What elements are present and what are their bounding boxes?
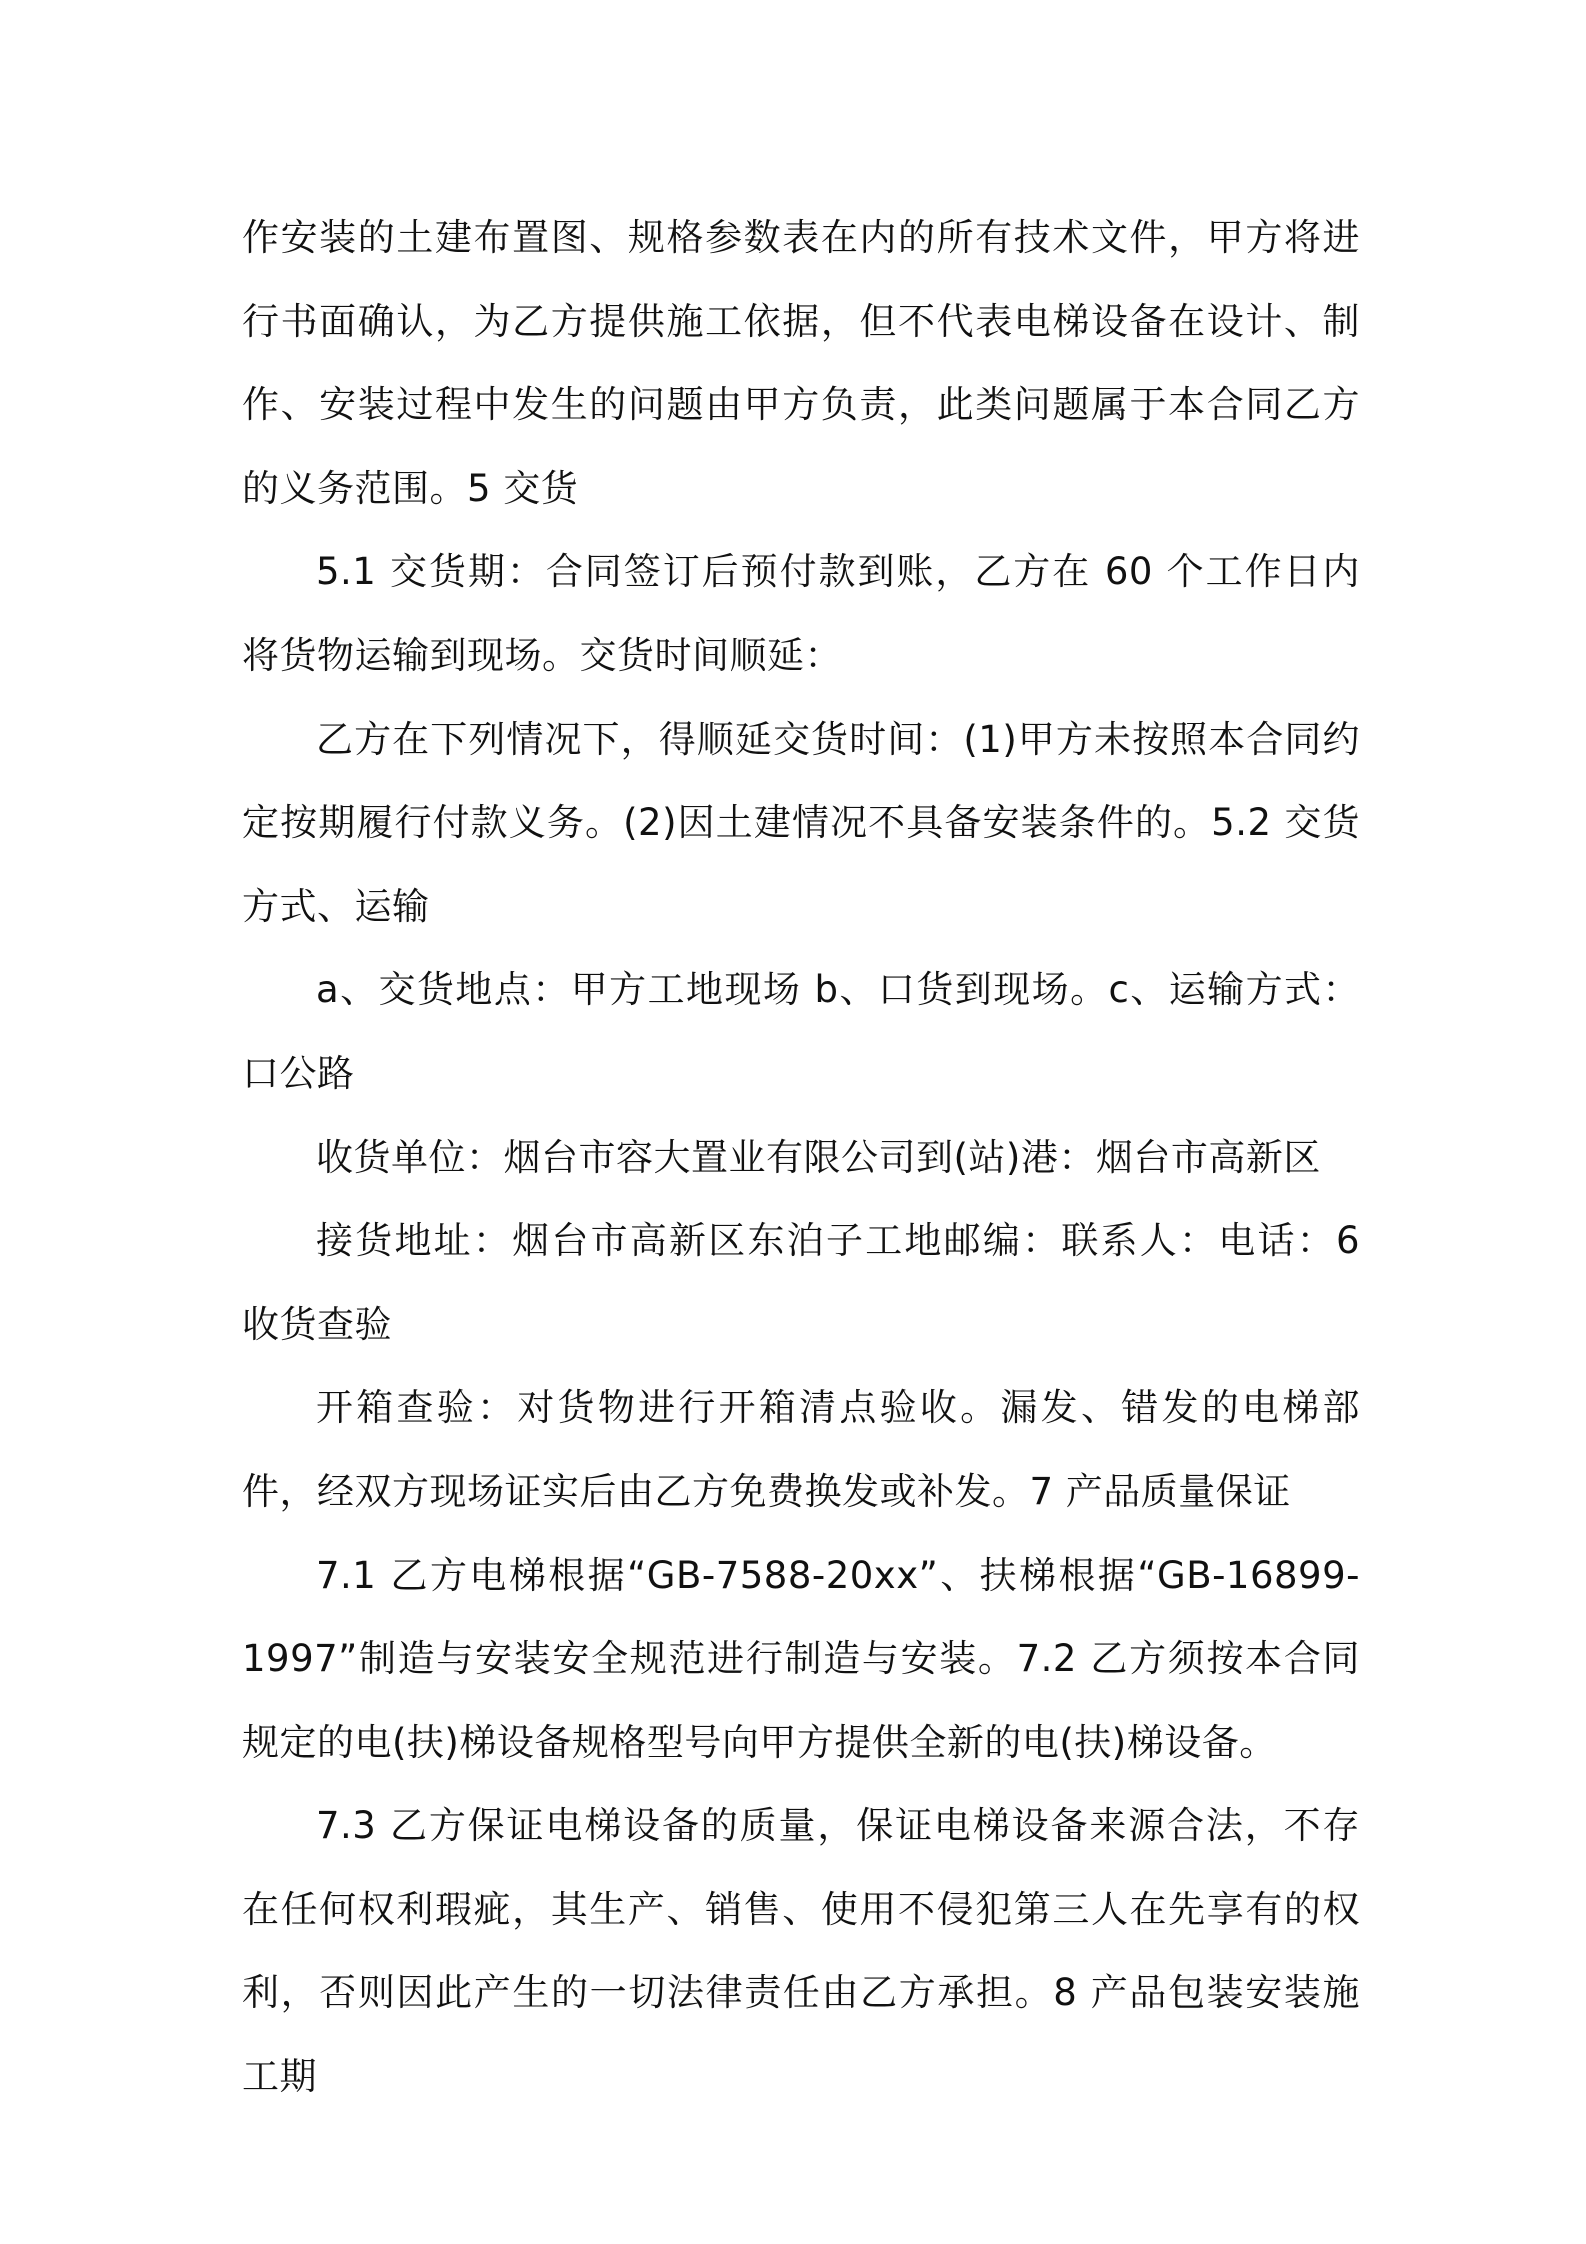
paragraph-6: 接货地址：烟台市高新区东泊子工地邮编：联系人：电话：6 收货查验 [242,1219,1360,1346]
paragraph-4: a、交货地点：甲方工地现场 b、口货到现场。c、运输方式：口公路 [242,968,1360,1095]
paragraph-8: 7.1 乙方电梯根据“GB-7588-20xx”、扶梯根据“GB-16899-1997”制造与安装安全规范进行制造与安装。7.2 乙方须按本合同规定的电(扶)梯设备规格型号向甲方提供全新的电(扶)梯设备。 [242,1553,1360,1764]
paragraph-2: 5.1 交货期：合同签订后预付款到账，乙方在 60 个工作日内将货物运输到现场。交货时间顺延： [242,550,1360,677]
paragraph-5: 收货单位：烟台市容大置业有限公司到(站)港：烟台市高新区 [316,1135,1321,1179]
document-body [242,196,1360,2119]
paragraph-1: 作安装的土建布置图、规格参数表在内的所有技术文件，甲方将进行书面确认，为乙方提供施工依据，但不代表电梯设备在设计、制作、安装过程中发生的问题由甲方负责，此类问题属于本合同乙方的义务范围。5 交货 [242,216,1360,510]
paragraph-9: 7.3 乙方保证电梯设备的质量，保证电梯设备来源合法，不存在任何权利瑕疵，其生产、销售、使用不侵犯第三人在先享有的权利，否则因此产生的一切法律责任由乙方承担。8 产品包装安装施工期 [242,1804,1360,2099]
paragraph-7: 开箱查验：对货物进行开箱清点验收。漏发、错发的电梯部件，经双方现场证实后由乙方免费换发或补发。7 产品质量保证 [242,1386,1360,1513]
paragraph-3: 乙方在下列情况下，得顺延交货时间：(1)甲方未按照本合同约定按期履行付款义务。(2)因土建情况不具备安装条件的。5.2 交货方式、运输 [242,717,1360,928]
